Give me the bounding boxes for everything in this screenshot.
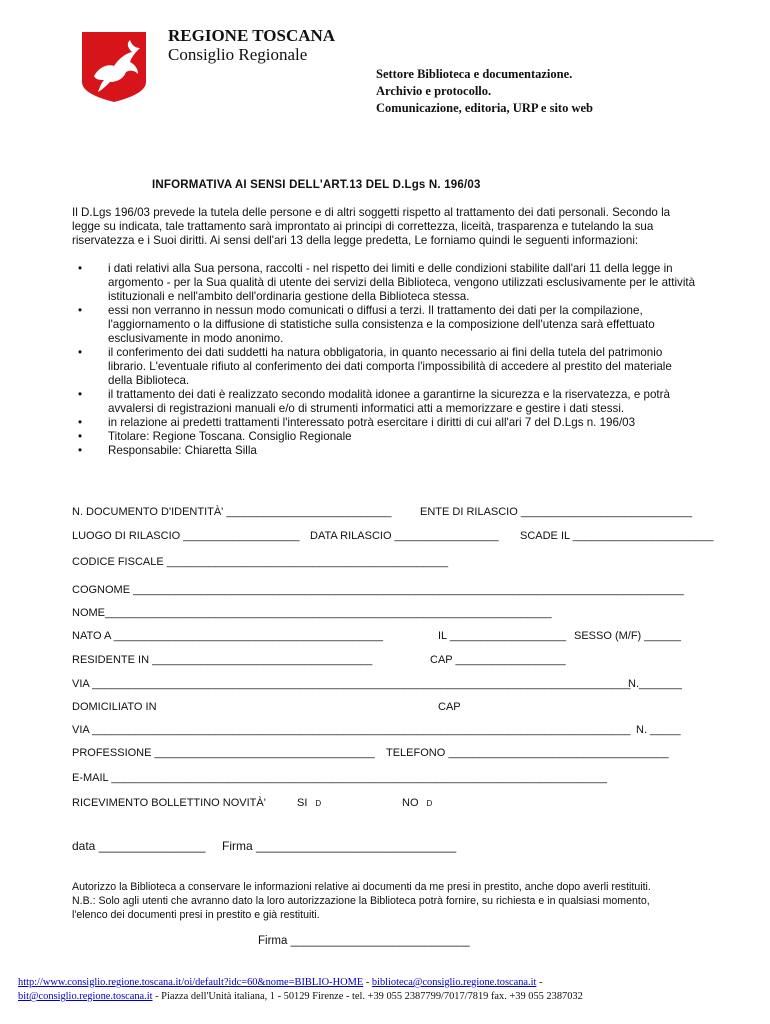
list-item: • Titolare: Regione Toscana. Consiglio Regionale [72, 430, 697, 444]
domicile-cap-field[interactable]: CAP [438, 701, 461, 713]
document-title: INFORMATIVA AI SENSI DELL'ART.13 DEL D.Lgs N. 196/03 [152, 179, 481, 191]
list-item: • Responsabile: Chiaretta Silla [72, 444, 697, 458]
expiry-field[interactable]: SCADE IL _______________________ [520, 530, 714, 542]
birthdate-field[interactable]: IL ___________________ [438, 630, 567, 642]
org-subtitle: Consiglio Regionale [168, 45, 308, 64]
consent-line: l'elenco dei documenti presi in prestito e già restituiti. [72, 909, 320, 921]
email-field[interactable]: E-MAIL _________________________________________________________________________________ [72, 772, 607, 784]
tax-code-field[interactable]: CODICE FISCALE ______________________________________________ [72, 556, 449, 568]
profession-field[interactable]: PROFESSIONE ____________________________________ [72, 747, 375, 759]
signature-field[interactable]: Firma ______________________________ [222, 839, 457, 853]
website-link[interactable]: http://www.consiglio.regione.toscana.it/oi/default?idc=60&nome=BIBLIO-HOME [18, 977, 364, 988]
pegasus-logo-icon [80, 30, 148, 104]
issuer-field[interactable]: ENTE DI RILASCIO ____________________________ [420, 506, 693, 518]
residence-cap-field[interactable]: CAP __________________ [430, 654, 566, 666]
department-line: Comunicazione, editoria, URP e sito web [376, 101, 593, 115]
bit-email-link[interactable]: bit@consiglio.regione.toscana.it [18, 991, 153, 1002]
list-item: • in relazione ai predetti trattamenti l'interessato potrà esercitare i diritti di cui all'ari 7 del D.Lgs n. 196/03 [72, 416, 697, 430]
domicile-street-field[interactable]: VIA ________________________________________________________________________________________ [72, 724, 631, 736]
street-number-field[interactable]: N._______ [628, 678, 682, 690]
newsletter-yes-option[interactable] [297, 797, 321, 809]
residence-field[interactable]: RESIDENTE IN ____________________________________ [72, 654, 373, 666]
issue-place-field[interactable]: LUOGO DI RILASCIO ___________________ [72, 530, 300, 542]
separator: - [363, 977, 372, 988]
date-field[interactable]: data ________________ [72, 839, 206, 853]
library-email-link[interactable]: biblioteca@consiglio.regione.toscana.it [371, 977, 537, 988]
surname-field[interactable]: COGNOME __________________________________________________________________________________________ [72, 584, 684, 596]
newsletter-label: RICEVIMENTO BOLLETTINO NOVITÀ' [72, 797, 266, 809]
department-line: Settore Biblioteca e documentazione. [376, 67, 573, 81]
domicile-field[interactable]: DOMICILIATO IN [72, 701, 157, 713]
newsletter-no-option[interactable] [402, 797, 432, 809]
checkbox-icon[interactable]: D [315, 799, 322, 808]
footer-line [18, 991, 583, 1002]
intro-paragraph: Il D.Lgs 196/03 prevede la tutela delle persone e di altri soggetti rispetto al trattamento dei dati personali. Secondo la legge su indicata, tale trattamento sarà improntato ai principi di correttezza, liceità, trasparenza e tutelando la sua riservatezza e i Suoi diritti. Ai sensi dell'ari 13 della legge predetta, Le forniamo quindi le seguenti informazioni: [72, 206, 671, 247]
consent-line: N.B.: Solo agli utenti che avranno dato la loro autorizzazione la Biblioteca potrà fornire, su richiesta e in qualsiasi momento, [72, 895, 650, 907]
list-item: • il conferimento dei dati suddetti ha natura obbligatoria, in quanto necessario ai fini della tutela del patrimonio librario. L'eventuale rifiuto al conferimento dei dati comporta l'impossibilità di accedere al prestito del materiale della Biblioteca. [72, 346, 697, 388]
domicile-number-field[interactable]: N. _____ [636, 724, 681, 736]
list-item: • il trattamento dei dati è realizzato secondo modalità idonee a garantirne la sicurezza e la riservatezza, e potrà avvalersi di registrazioni manuali e/o di strumenti informatici atti a memorizzare e gestire i dati stessi. [72, 388, 697, 416]
info-list [72, 262, 697, 458]
checkbox-icon[interactable]: D [426, 799, 433, 808]
name-field[interactable]: NOME_________________________________________________________________________ [72, 607, 552, 619]
consent-line: Autorizzo la Biblioteca a conservare le informazioni relative ai documenti da me presi in prestito, anche dopo averli restituiti. [72, 881, 651, 893]
separator: - [536, 977, 543, 988]
birthplace-field[interactable]: NATO A ____________________________________________ [72, 630, 383, 642]
phone-field[interactable]: TELEFONO ____________________________________ [386, 747, 669, 759]
yes-label: SI [297, 797, 308, 809]
street-field[interactable]: VIA ________________________________________________________________________________________ [72, 678, 631, 690]
footer-line [18, 977, 542, 988]
list-item: • essi non verranno in nessun modo comunicati o diffusi a terzi. Il trattamento dei dati per la compilazione, l'aggiornamento o la diffusione di statistiche sulla consistenza e la composizione dell'utenza sarà effettuato esclusivamente in modo anonimo. [72, 304, 697, 346]
org-title: REGIONE TOSCANA [168, 26, 336, 45]
no-label: NO [402, 797, 419, 809]
issue-date-field[interactable]: DATA RILASCIO _________________ [310, 530, 499, 542]
consent-signature-field[interactable]: Firma ____________________________ [258, 935, 470, 947]
sex-field[interactable]: SESSO (M/F) ______ [574, 630, 681, 642]
consent-text [72, 880, 712, 922]
footer-address: - Piazza dell'Unità italiana, 1 - 50129 Firenze - tel. +39 055 2387799/7017/7819 fax. +39 055 2387032 [152, 991, 583, 1002]
list-item: • i dati relativi alla Sua persona, raccolti - nel rispetto dei limiti e delle condizioni stabilite dall'ari 11 della legge in argomento - per la Sua qualità di utente dei servizi della Biblioteca, vengono utilizzati esclusivamente per le attività istituzionali e nell'ambito dell'ordinaria gestione della Biblioteca stessa. [72, 262, 697, 304]
document-id-field[interactable]: N. DOCUMENTO D'IDENTITÀ' ___________________________ [72, 506, 392, 518]
department-line: Archivio e protocollo. [376, 84, 492, 98]
